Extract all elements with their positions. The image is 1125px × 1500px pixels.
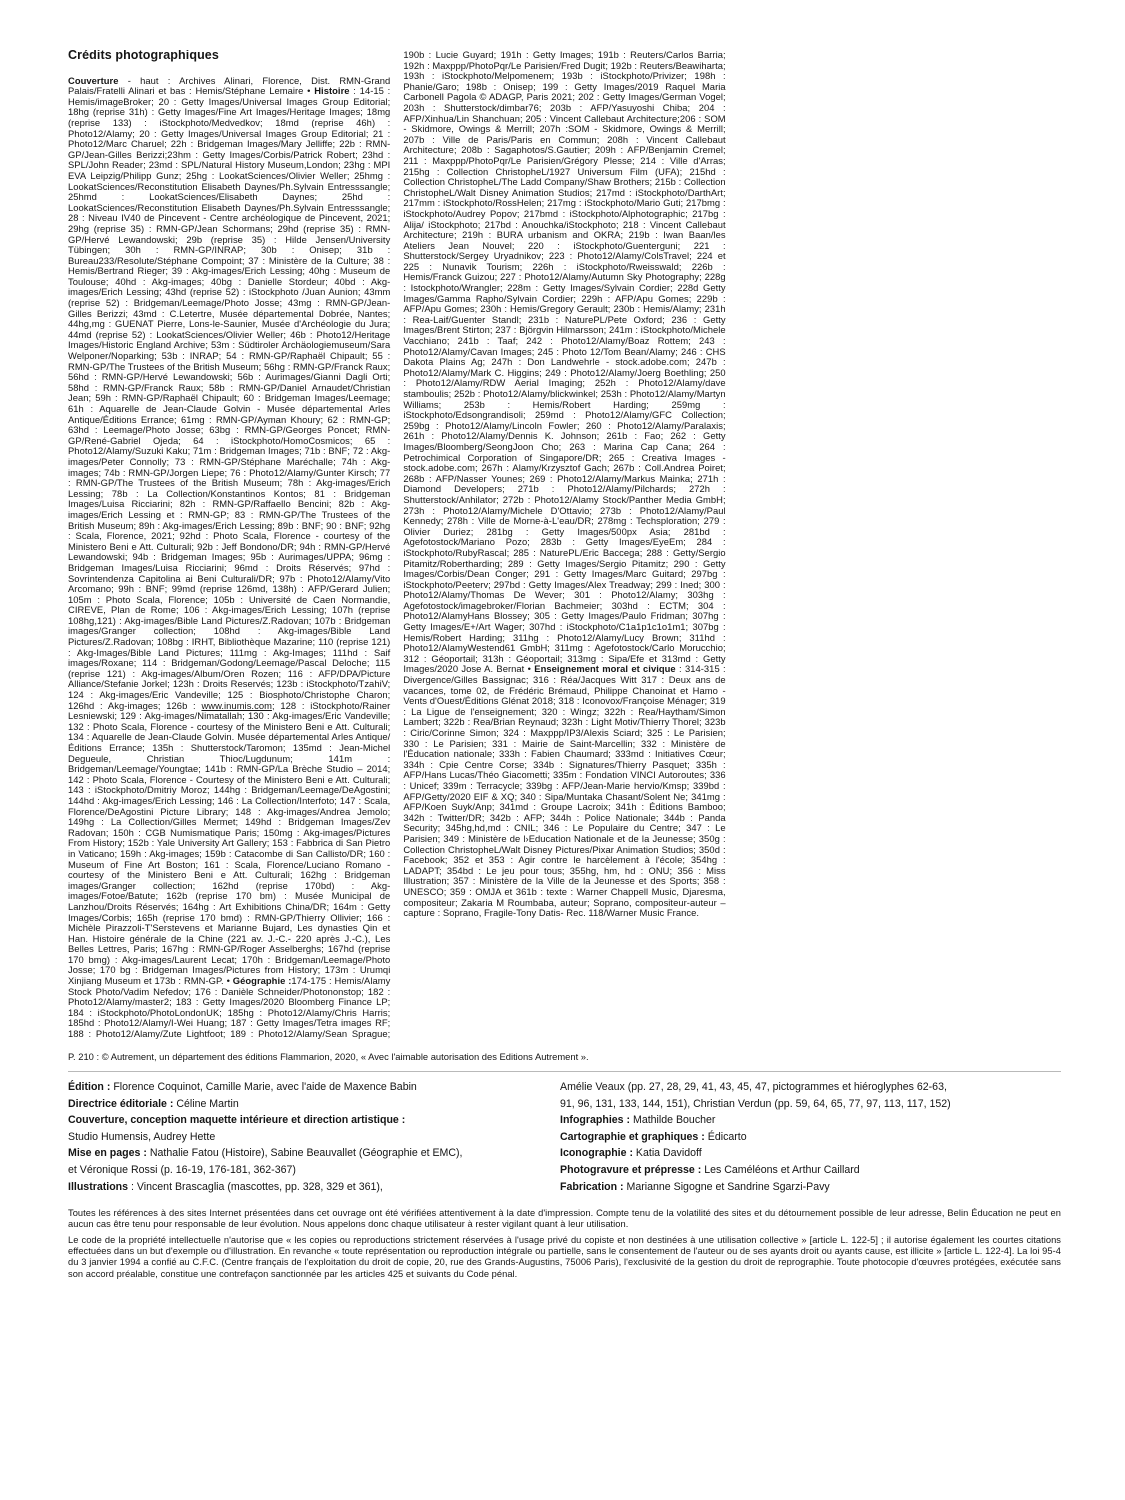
- colophon-line: [560, 1162, 1051, 1179]
- colophon-right-column: [560, 1079, 1051, 1195]
- credits-text-run: ; 128 : iStockphoto/Rainer Lesniewski; 129 : Akg-images/Nimatallah; 130 : Akg-images/Eric Vandeville; 132 : Photo Scala, Florence - courtesy of the Ministero Beni e Att. Culturali; 134 : Aquarelle de Jean-Claude Golvin. Musée départemental Arles Antique/Éditions Errance; 135h : Shutterstock/Taromon; 135md : Jean-Michel Degueule, Christian Thioc/Lugdunum; 141m : Bridgeman/Leemage/Youngtae; 141b : RMN-GP/La Brèche Studio – 2014; 142 : Photo Scala, Florence - Courtesy of the Ministero Beni e Att. Culturali; 143 : iStockphoto/Dmitriy Moroz; 144hg : Bridgeman/Leemage/DeAgostini; 144hd : Akg-images/Erich Lessing; 146 : La Collection/Interfoto; 147 : Scala, Florence/DeAgostini Picture Library; 148 : Akg-images/Andrea Jemolo; 149hg : La Collection/Gilles Mermet; 149hd : Bridgeman Images/Zev Radovan; 150h : CGB Numismatique Paris; 150mg : Akg-images/Pictures From History; 152b : Yale University Art Gallery; 153 : Fabbrica di San Pietro in Vaticano; 159h : Akg-images; 159b : Catacombe di San Callisto/DR; 160 : Museum of Fine Art Boston; 161 : Scala, Florence/Luciano Romano -courtesy of the Ministero Beni e Att. Culturali; 162hg : Bridgeman images/Granger collection; 162hd (reprise 170bd) : Akg-images/Fotoe/Batute; 162b (reprise 170 bm) : Musée Municipal de Lanzhou/Droits Réservés; 164hg : Art Exhibitions China/DR; 164m : Getty Images/Corbis; 165h (reprise 170 bmd) : RMN-GP/Thierry Ollivier; 166 : Michèle Pirazzoli-T'Serstevens et Marianne Bujard, Les dynasties Qin et Han. Histoire générale de la Chine (221 av. J.-C.- 220 après J.-C.), Les Belles Lettres, Paris; 167hg : RMN-GP/Roger Asselberghs; 167hd (reprise 170 bmg) : Akg-images/Laurent Lecat; 170h : Bridgeman/Leemage/Photo Josse; 170 bg : Bridgeman Images/Pictures from History; 173m : Urumqi Xinjiang Museum et 173b : RMN-GP. •: [68, 699, 391, 987]
- colophon-label: Couverture, conception maquette intérieure et direction artistique :: [68, 1114, 406, 1127]
- colophon-label: Photogravure et prépresse :: [560, 1163, 702, 1176]
- credits-text-run: : 14-15 : Hemis/imageBroker; 20 : Getty Images/Universal Images Group Editorial; 18hg (reprise 31h) : Getty Images/Fine Art Images/Heritage Images; 18mg (reprise 133) : iStockphoto/Medvedkov; 18md (reprise 46h) : Photo12/Alamy; 20 : Getty Images/Universal Images Group Editorial; 21 : Photo12/Marc Charuel; 22h : Bridgeman Images/Mary Jelliffe; 22b : RMN-GP/Jean-Gilles Berizzi;23hm : Getty Images/Corbis/Patrick Robert; 23hd : SPL/John Reader; 23md : SPL/Natural History Museum,London; 23hg : MPI EVA Leipzig/Philipp Gunz; 25hg : LookatSciences/Olivier Weller; 25hmg : LookatSciences/Reconstitution Elisabeth Daynes/Ph.Sylvain Entresssangle; 25hmd : LookatSciences/Elisabeth Daynes; 25hd : LookatSciences/Reconstitution Elisabeth Daynes/Ph.Sylvain Entresssangle; 28 : Niveau IV40 de Pincevent - Centre archéologique de Pincevent, 2021; 29hg (reprise 35) : RMN-GP/Jean Schormans; 29hd (reprise 35) : RMN-GP/Hervé Lewandowski; 29b (reprise 35) : Hilde Jensen/University Tübingen; 30h : RMN-GP/INRAP; 30b : Onisep; 31b : Bureau233/Resolute/Stéphane Compoint; 37 : Ministère de la Culture; 38 : Hemis/Bertrand Rieger; 39 : Akg-images/Erich Lessing; 40hg : Museum de Toulouse; 40hd : Akg-images; 40bg : Danielle Stordeur; 40bd : Akg-images/Erich Lessing; 43hd (reprise 52) : iStockphoto /Juan Aunion; 43mm (reprise 52) : Bridgeman/Leemage/Photo Josse; 43mg : RMN-GP/Jean-Gilles Berizzi; 43md : C.Letertre, Musée départemental Dobrée, Nantes; 44hg,mg : GUENAT Pierre, Lons-le-Saunier, Musée d'Archéologie du Jura; 44md (reprise 52) : LookatSciences/Olivier Weller; 46b : Photo12/Heritage Images/Historic England Archive; 53m : Südtiroler Archäologiemuseum/Sara Welponer/Noparking; 53b : INRAP; 54 : RMN-GP/Raphaël Chipault; 55 : RMN-GP/The Trustees of the British Museum; 56hg : RMN-GP/Franck Raux; 56hd : RMN-GP/Hervé Lewandowski; 56b : Aurimages/Gianni Dagli Orti; 58hd : RMN-GP/Franck Raux; 58b : RMN-GP/Daniel Arnaudet/Christian Jean; 59h : RMN-GP/Raphaël Chipault; 60 : Bridgeman Images/Leemage; 61h : Aquarelle de Jean-Claude Golvin - Musée départemental Arles Antique/Éditions Errance; 61mg : RMN-GP/Ayman Khoury; 62 : RMN-GP; 63hd : Leemage/Photo Josse; 63bg : RMN-GP/Georges Poncet; RMN-GP/René-Gabriel Ojeda; 64 : iStockphoto/HomoCosmicos; 65 : Photo12/Alamy/Suzuki Kaku; 71m : Bridgeman Images; 71b : BNF; 72 : Akg-images/Peter Connolly; 73 : RMN-GP/Stéphane Maréchalle; 74h : Akg-images; 74b : RMN-GP/Jorgen Liepe; 76 : Photo12/Alamy/Gunter Kirsch; 77 : RMN-GP/The Trustees of the British Museum; 78h : Akg-images/Erich Lessing; 78b : La Collection/Konstantinos Kontos; 81 : Bridgeman Images/Luisa Ricciarini; 82h : RMN-GP/Raffaello Bencini; 82b : Akg-images/Erich Lessing et : RMN-GP; 83 : RMN-GP/The Trustees of the British Museum; 89h : Akg-images/Erich Lessing; 89b : BNF; 90 : BNF; 92hg : Scala, Florence, 2021; 92hd : Photo Scala, Florence - courtesy of the Ministero Beni e Att. Culturali; 92b : Jeff Bondono/DR; 94h : RMN-GP/Hervé Lewandowski; 94b : Bridgeman Images; 95b : Aurimages/UPPA; 96mg : Bridgeman Images/Luisa Ricciarini; 96md : Droits Réservés; 97hd : Sovrintendenza Capitolina ai Beni Culturali/DR; 97b : Photo12/Alamy/Vito Arcomano; 99h : BNF; 99md (reprise 126md, 138h) : AFP/Gerard Julien; 105m : Photo Scala, Florence; 105b : Université de Caen Normandie, CIREVE, Plan de Rome; 106 : Akg-images/Erich Lessing; 107h (reprise 108hg,121) : Akg-images/Bible Land Pictures/Z.Radovan; 107b : Bridgeman images/Granger collection; 108hd : Akg-images/Bible Land Pictures/Z.Radovan; 108bg : IRHT, Bibliothèque Mazarine; 110 (reprise 121) : Akg-Images/Bible Land Pictures; 111mg : Akg-Images; 111hd : Saif images/Roxane; 114 : Bridgeman/Godong/Leemage/Pascal Deloche; 115 (reprise 121) : Akg-images/Album/Oren Rozen; 116 : AFP/DPA/Picture Alliance/Stefanie Jorkel; 123h : Droits Reservés; 123b : iStockphoto/TzahiV; 124 : Akg-images/Eric Vandeville; 125 : Biosphoto/Christophe Charon; 126hd : Akg-images; 126b :: [68, 85, 391, 711]
- colophon-line: [560, 1096, 1051, 1113]
- colophon-label: Directrice éditoriale :: [68, 1097, 174, 1110]
- colophon-value: Katia Davidoff: [632, 1147, 702, 1160]
- credits-text-run: - haut : Archives Alinari, Florence, Dist. RMN-Grand Palais/Fratelli Alinari et bas : Hemis/Stéphane Lemaire •: [68, 74, 391, 97]
- colophon-value: Amélie Veaux (pp. 27, 28, 29, 41, 43, 45, 47, pictogrammes et hiéroglyphes 62-63,: [560, 1081, 947, 1093]
- colophon-line: [560, 1112, 1051, 1129]
- credits-text-run: www.inumis.com: [201, 699, 272, 711]
- credits-section-heading: Enseignement moral et civique: [534, 663, 676, 675]
- colophon-left-column: [68, 1079, 560, 1195]
- colophon-value: Marianne Sigogne et Sandrine Sgarzi-Pavy: [623, 1180, 830, 1193]
- colophon-label: Mise en pages :: [68, 1147, 147, 1160]
- colophon-value: Céline Martin: [173, 1097, 239, 1110]
- credits-text-run: 174-175 : Hemis/Alamy Stock Photo/Vadim Nefedov; 176 : Danièle Schneider/Photononstop; 182 : Photo12/Alamy/master2; 183 : Getty Images/2020 Bloomberg Finance LP; 184 : iStockphoto/PhotoLondonUK; 185hg : Photo12/Alamy/Chris Harris; 185hd : Photo12/Alamy/I-Wei Huang; 187 : Getty Images/Tetra images RF; 188 : Photo12/Alamy/Zute Lightfoot; 189 : Photo12/Alamy/Sean Sprague; 190b : Lucie Guyard; 191h : Getty Images; 191b : Reuters/Carlos Barria; 192h : Maxppp/PhotoPqr/Le Parisien/Fred Dugit; 192b : Reuters/Beawiharta; 193h : iStockphoto/Melpomenem; 193b : iStockphoto/Privizer; 198h : Phanie/Garo; 198b : Onisep; 199 : Getty Images/2019 Raquel Maria Carbonell Pagola © ADAGP, Paris 2021; 202 : Getty Images/German Vogel; 203h : Shutterstock/dimbar76; 203b : AFP/Yasuyoshi Chiba; 204 : AFP/Xinhua/Lin Shanchuan; 205 : Vincent Callebaut Architecture;206 : SOM - Skidmore, Owings & Merrill; 207h :SOM - Skidmore, Owings & Merrill; 207b : Ville de Paris/Paris en Commun; 208h : Vincent Callebaut Architecture; 208b : Sagaphotos/S.Gautier; 209h : AFP/Benjamin Cremel; 211 : Maxppp/PhotoPqr/Le Parisien/Grégory Plesse; 214 : Ville d'Arras; 215hg : Collection ChristopheL/1927 Universum Film (UFA); 215hd : Collection ChristopheL/The Ladd Company/Shaw Brothers; 215b : Collection ChristopheL/Walt Disney Animation Studios; 217md : iStockphoto/DarthArt; 217mm : iStockphoto/RossHelen; 217mg : iStockphoto/Mario Guti; 217bmg : iStockphoto/Audrey Popov; 217bmd : iStockphoto/Alphotographic; 217bg : Alija/ iStockphoto; 217bd : Anouchka/iStockphoto; 218 : Vincent Callebaut Architecture; 219h : BURA urbanism and OKRA; 219b : Iwan Baan/les Ateliers Jean Nouvel; 220 : iStockphoto/Guenterguni; 221 : Shutterstock/Sergey Uryadnikov; 223 : Photo12/Alamy/ColsTravel; 224 et 225 : Nunavik Tourism; 226h : iStockphoto/Rweisswald; 226b : Hemis/Franck Guizou; 227 : Photo12/Alamy/Autumn Sky Photography; 228g : Istockphoto/Wrangler; 228m : Getty Images/Sylvain Cordier; 228d Getty Images/Gamma Rapho/Sylvain Cordier; 229h : AFP/Apu Gomes; 229b : AFP/Apu Gomes; 230h : Hemis/Gregory Gerault; 230b : Hemis/Alamy; 231h : Rea-Laif/Guenter Standl; 231b : NaturePL/Pete Oxford; 236 : Getty Images/Brent Stirton; 237 : Björgvin Hilmarsson; 241m : iStockphoto/Michele Vacchiano; 241b : Taaf; 242 : Photo12/Alamy/Boaz Rottem; 243 : Photo12/Alamy/Cavan Images; 245 : Photo 12/Tom Bean/Alamy; 246 : CHS Dakota Plains Ag; 247h : Don Landwehrle - stock.adobe.com; 247b : Photo12/Alamy/Mark C. Higgins; 249 : Photo12/Alamy/Joerg Boethling; 250 : Photo12/Alamy/RDW Aerial Imaging; 252h : Photo12/Alamy/dave stamboulis; 252b : Photo12/Alamy/blickwinkel; 253h : Photo12/Alamy/Martyn Williams; 253b : Hemis/Robert Harding; 259mg : iStockphoto/Edsongrandisoli; 259md : Photo12/Alamy/GFC Collection; 259bg : Photo12/Alamy/Lincoln Fowler; 260 : Photo12/Alamy/Paralaxis; 261h : Photo12/Alamy/Dennis K. Johnson; 261b : Fao; 262 : Getty Images/Bloomberg/SeongJoon Cho; 263 : Marina Cap Cana; 264 : Petrochimical Corporation of Singapore/DR; 265 : Creativa Images - stock.adobe.com; 267h : Alamy/Krzysztof Gach; 267b : Coll.Andrea Poiret; 268b : AFP/Nasser Younes; 269 : Photo12/Alamy/Markus Mainka; 271h : Diamond Developers; 271b : Photo12/Alamy/Pilchards; 272h : Shutterstock/Anhilator; 272b : Photo12/Alamy Stock/Panther Media GmbH; 273h : Photo12/Alamy/Michele D'Ottavio; 273b : Photo12/Alamy/Paul Kennedy; 278h : Ville de Morne-à-L'eau/DR; 278mg : Techsploration; 279 : Olivier Duriez; 281bg : Getty Images/500px Asia; 281bd : Agefotostock/Mariano Pozo; 283b : Getty Images/EyeEm; 284 : iStockphoto/RubyRascal; 285 : NaturePL/Eric Baccega; 288 : Getty/Sergio Pitamitz/Robertharding; 289 : Getty Images/Sergio Pitamitz; 290 : Getty Images/Corbis/Dean Conger; 291 : Getty Images/Marc Guitard; 297bg : iStockphoto/Peeterv; 297bd : Getty Images/Alex Treadway; 299 : Ined; 300 : Photo12/Alamy/Thomas De Wever; 301 : Photo12/Alamy; 303hg : Agefotostock/imagebroker/Florian Bachmeier; 303hd : ECTM; 304 : Photo12/AlamyHans Blossey; 305 : Getty Images/Paulo Fridman; 307hg : Getty Images/E+/Art Wager; 307hd : iStockphoto/C1a1p1c1o1m1; 307bg : Hemis/Robert Harding; 311hg : Photo12/Alamy/Lucy Brown; 311hd : Photo12/AlamyWestend61 GmbH; 311mg : Agefotostock/Carlo Morucchio; 312 : Géoportail; 313h : Géoportail; 313mg : Sipa/Efe et 313md : Getty Images/2020 Jose A. Bernat •: [68, 50, 726, 1040]
- colophon-line: [68, 1096, 550, 1113]
- colophon-value: 91, 96, 131, 133, 144, 151), Christian Verdun (pp. 59, 64, 65, 77, 97, 113, 117, 152): [560, 1097, 951, 1110]
- legal-paragraph-2: Le code de la propriété intellectuelle n'autorise que « les copies ou reproductions strictement réservées à l'usage privé du copiste et non destinées à une utilisation collective » [article L. 122-5] ; il autorise également les courtes citations effectuées dans un but d'exemple ou d'illustration. En revanche « toute représentation ou reproduction intégrale ou partielle, sans le consentement de l'auteur ou de ses ayants droit ou ayants cause, est illicite » [article L. 122-4]. La loi 95-4 du 3 janvier 1994 a confié au C.F.C. (Centre français de l'exploitation du droit de copie, 20, rue des Grands-Augustins, 75006 Paris), l'exclusivité de la gestion du droit de reprographie. Toute photocopie d'œuvres protégées, exécutée sans son accord préalable, constitue une contrefaçon sanctionnée par les articles 425 et suivants du Code pénal.: [68, 1234, 1061, 1279]
- colophon-section: [68, 1079, 1061, 1195]
- credits-text-run: : 314-315 : Divergence/Gilles Bassignac; 316 : Réa/Jacques Witt 317 : Deux ans de vacances, tome 02, de Frédéric Brémaud, Philippe Chanoinat et Hamo - Vents d'Ouest/Éditions Glénat 2018; 318 : Iconovox/Françoise Ménager; 319 : La Ligue de l'enseignement; 320 : Wingz; 322h : Rea/Haytham/Simon Lambert; 322b : Rea/Brian Reynaud; 323h : Light Motiv/Thierry Thorel; 323b : Ciric/Corinne Simon; 324 : Maxppp/IP3/Alexis Sciard; 325 : Le Parisien; 330 : Le Parisien; 331 : Mairie de Saint-Marcellin; 332 : Ministère de l'Éducation nationale; 333h : Fabien Chaumard; 333md : Initiatives Cœur; 334h : Cpie Centre Corse; 334b : Signatures/Thierry Pasquet; 335h : AFP/Hans Lucas/Théo Giacometti; 335m : Fondation VINCI Autoroutes; 336 : Unicef; 339m : Terracycle; 339bg : AFP/Jean-Marie hervio/Kmsp; 339bd : AFP/Getty/2020 EIF & XQ; 340 : Sipa/Muntaka Chasant/Solent Ne; 341mg : AFP/Koen Suyk/Anp; 341md : Groupe Lacroix; 341h : Éditions Bamboo; 342h : Twitter/DR; 342b : AFP; 344h : Police Nationale; 344b : Panda Security; 345hg,hd,md : CNIL; 346 : Le Populaire du Centre; 347 : Le Parisien; 349 : Ministère de l›Education Nationale et de la Jeunesse; 350g : Collection ChristopheL/Walt Disney Pictures/Pixar Animation Studios; 350d : Facebook; 352 et 353 : Agir contre le harcèlement à l'école; 354hg : LADAPT; 354bd : Le jeu pour tous; 355hg, hm, hd : ONU; 356 : Miss Illustration; 357 : Ministère de la Ville de la Jeunesse et des Sports; 358 : UNESCO; 359 : OMJA et 361b : texte : Warner Chappell Music, Djaresma, compositeur; Zakaria M Roumbaba, auteur; Soprano, compositeur-auteur – capture : Soprano, Fragile-Tony Datis- Rec. 118/Warner Music France.: [403, 663, 726, 919]
- colophon-line: [560, 1145, 1051, 1162]
- colophon-value: : Vincent Brascaglia (mascottes, pp. 328, 329 et 361),: [128, 1180, 383, 1193]
- colophon-value: Mathilde Boucher: [630, 1114, 716, 1127]
- colophon-value: Édicarto: [704, 1130, 747, 1143]
- colophon-line: [68, 1162, 550, 1179]
- horizontal-divider: [68, 1071, 1061, 1072]
- colophon-line: [560, 1079, 1051, 1096]
- colophon-line: [68, 1179, 550, 1196]
- colophon-line: [560, 1179, 1051, 1196]
- colophon-line: [560, 1129, 1051, 1146]
- colophon-value: Florence Coquinot, Camille Marie, avec l'aide de Maxence Babin: [110, 1081, 417, 1093]
- colophon-line: [68, 1145, 550, 1162]
- credits-section-heading: Géographie :: [232, 975, 292, 987]
- page-title: Crédits photographiques: [68, 50, 219, 62]
- colophon-value: Les Caméléons et Arthur Caillard: [701, 1163, 860, 1176]
- credits-section-heading: Couverture: [68, 74, 119, 86]
- colophon-value: Nathalie Fatou (Histoire), Sabine Beauvallet (Géographie et EMC),: [146, 1147, 463, 1160]
- credits-text: [68, 50, 726, 1044]
- credits-page: [68, 50, 1061, 1284]
- credits-section: [68, 50, 1061, 1044]
- colophon-line: [68, 1112, 550, 1129]
- colophon-line: [68, 1129, 550, 1146]
- credits-section-heading: Histoire: [314, 85, 350, 97]
- legal-section: [68, 1208, 1061, 1280]
- colophon-label: Infographies :: [560, 1114, 631, 1127]
- colophon-value: Studio Humensis, Audrey Hette: [68, 1130, 216, 1143]
- colophon-label: Fabrication :: [560, 1180, 624, 1193]
- p210-note: P. 210 : © Autrement, un département des éditions Flammarion, 2020, « Avec l'aimable autorisation des Editions Autrement ».: [68, 1051, 589, 1062]
- colophon-label: Cartographie et graphiques :: [560, 1130, 705, 1143]
- colophon-line: [68, 1079, 550, 1096]
- colophon-label: Édition :: [68, 1081, 111, 1093]
- colophon-label: Illustrations: [68, 1180, 129, 1193]
- legal-paragraph-1: Toutes les références à des sites Internet présentées dans cet ouvrage ont été vérifiées attentivement à la date d'impression. Compte tenu de la volatilité des sites et du détournement possible de leur adresse, Belin Éducation ne peut en aucun cas être tenu pour responsable de leur évolution. Nous appelons donc chaque utilisateur à rester vigilant quant à leur utilisation.: [68, 1208, 1061, 1230]
- colophon-label: Iconographie :: [560, 1147, 633, 1160]
- colophon-value: et Véronique Rossi (p. 16-19, 176-181, 362-367): [68, 1163, 296, 1176]
